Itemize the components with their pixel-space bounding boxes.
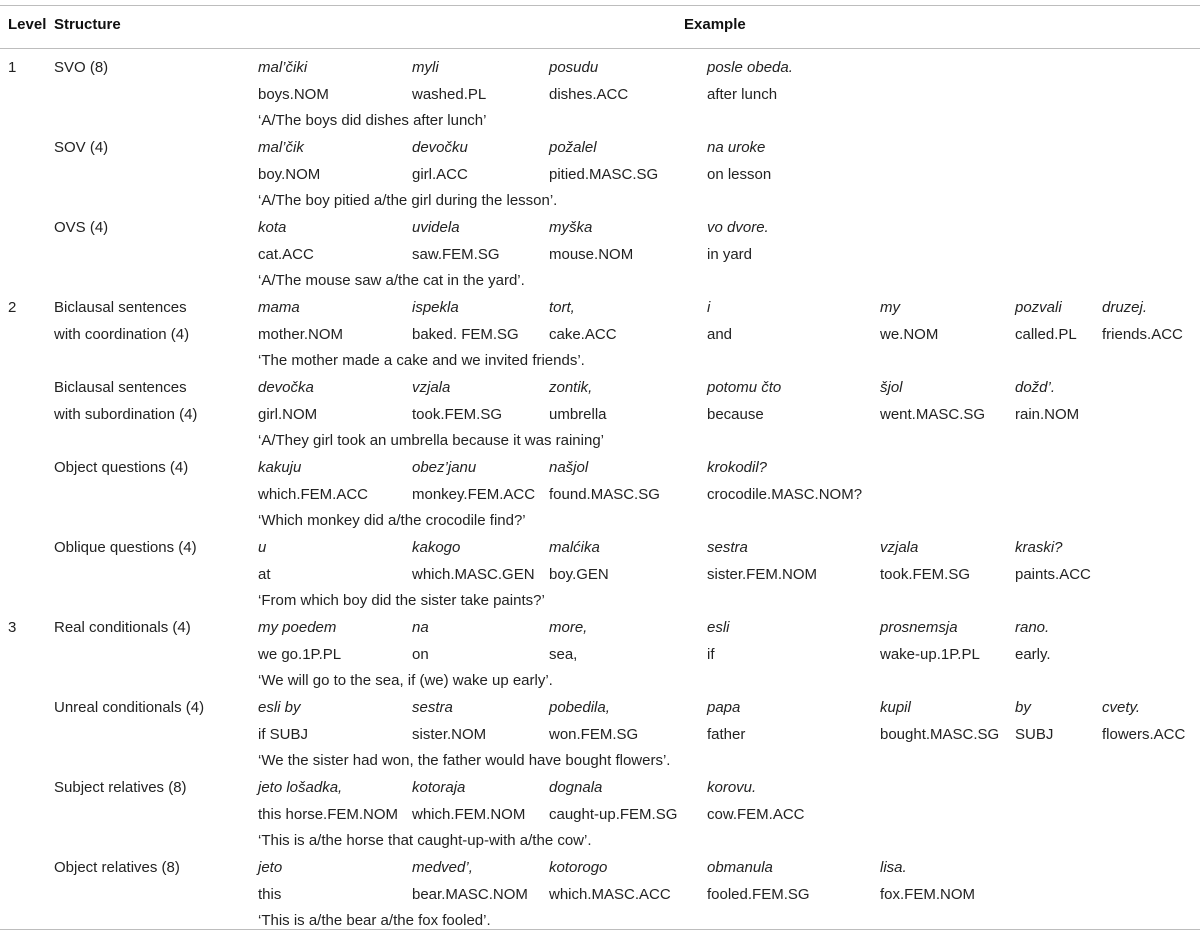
gloss-word: which.MASC.ACC xyxy=(549,886,671,903)
gloss-word: and xyxy=(707,326,733,343)
gloss-word: on lesson xyxy=(707,166,772,183)
table-row xyxy=(0,778,1200,858)
header-structure: Structure xyxy=(54,16,121,33)
example-word: rano. xyxy=(1015,619,1050,636)
example-word: mal’čiki xyxy=(258,59,308,76)
example-word: krokodil? xyxy=(707,459,768,476)
example-word: druzej. xyxy=(1102,299,1148,316)
structure-cell: Biclausal sentences xyxy=(54,299,187,316)
gloss-word: early. xyxy=(1015,646,1051,663)
structure-cell: Subject relatives (8) xyxy=(54,779,187,796)
gloss-word: girl.NOM xyxy=(258,406,318,423)
translation: ‘Which monkey did a/the crocodile find?’ xyxy=(258,512,526,529)
example-word: malćika xyxy=(549,539,600,556)
gloss-word: called.PL xyxy=(1015,326,1077,343)
example-word: myli xyxy=(412,59,439,76)
example-word: korovu. xyxy=(707,779,757,796)
gloss-word: umbrella xyxy=(549,406,607,423)
example-word: zontik, xyxy=(549,379,593,396)
gloss-word: sister.FEM.NOM xyxy=(707,566,818,583)
example-word: vzjala xyxy=(412,379,451,396)
example-word: kupil xyxy=(880,699,911,716)
example-word: kota xyxy=(258,219,287,236)
gloss-word: boy.NOM xyxy=(258,166,321,183)
example-word: mal’čik xyxy=(258,139,304,156)
example-word: dognala xyxy=(549,779,603,796)
example-word: uvidela xyxy=(412,219,460,236)
table-top-rule xyxy=(0,5,1200,6)
gloss-word: boys.NOM xyxy=(258,86,329,103)
example-word: jeto xyxy=(258,859,283,876)
example-word: posudu xyxy=(549,59,599,76)
gloss-word: sister.NOM xyxy=(412,726,487,743)
example-word: u xyxy=(258,539,267,556)
gloss-word: at xyxy=(258,566,271,583)
example-word: šjol xyxy=(880,379,903,396)
gloss-word: mother.NOM xyxy=(258,326,344,343)
example-word: kakogo xyxy=(412,539,461,556)
example-word: my xyxy=(880,299,900,316)
table-row xyxy=(0,218,1200,298)
table-row xyxy=(0,58,1200,138)
structure-cell: Biclausal sentences xyxy=(54,379,187,396)
structure-cell: with coordination (4) xyxy=(54,326,190,343)
gloss-word: caught-up.FEM.SG xyxy=(549,806,678,823)
level-cell: 3 xyxy=(8,619,17,636)
gloss-word: we.NOM xyxy=(880,326,939,343)
gloss-word: mouse.NOM xyxy=(549,246,634,263)
example-word: na xyxy=(412,619,429,636)
gloss-word: paints.ACC xyxy=(1015,566,1091,583)
example-word: esli xyxy=(707,619,730,636)
structure-cell: Oblique questions (4) xyxy=(54,539,197,556)
structure-cell: with subordination (4) xyxy=(54,406,198,423)
example-word: i xyxy=(707,299,711,316)
gloss-word: won.FEM.SG xyxy=(549,726,639,743)
example-word: tort, xyxy=(549,299,575,316)
translation: ‘This is a/the horse that caught-up-with a/the cow’. xyxy=(258,832,592,849)
example-word: papa xyxy=(707,699,741,716)
gloss-word: took.FEM.SG xyxy=(412,406,503,423)
translation: ‘We the sister had won, the father would have bought flowers’. xyxy=(258,752,671,769)
example-word: kakuju xyxy=(258,459,302,476)
table-row xyxy=(0,858,1200,938)
gloss-word: cake.ACC xyxy=(549,326,617,343)
translation: ‘The mother made a cake and we invited friends’. xyxy=(258,352,585,369)
translation: ‘A/The boys did dishes after lunch’ xyxy=(258,112,487,129)
header-level: Level xyxy=(8,16,47,33)
structure-cell: OVS (4) xyxy=(54,219,109,236)
example-word: vzjala xyxy=(880,539,919,556)
example-word: pozvali xyxy=(1015,299,1062,316)
example-word: devočku xyxy=(412,139,468,156)
gloss-word: found.MASC.SG xyxy=(549,486,660,503)
example-word: obmanula xyxy=(707,859,773,876)
example-word: našjol xyxy=(549,459,589,476)
example-word: sestra xyxy=(707,539,748,556)
table-row xyxy=(0,298,1200,378)
gloss-word: washed.PL xyxy=(412,86,487,103)
gloss-word: father xyxy=(707,726,746,743)
table-row xyxy=(0,538,1200,618)
example-word: požalel xyxy=(549,139,597,156)
gloss-word: fox.FEM.NOM xyxy=(880,886,976,903)
example-word: esli by xyxy=(258,699,301,716)
gloss-word: flowers.ACC xyxy=(1102,726,1186,743)
gloss-word: fooled.FEM.SG xyxy=(707,886,810,903)
example-word: kotoraja xyxy=(412,779,466,796)
gloss-word: in yard xyxy=(707,246,753,263)
level-cell: 1 xyxy=(8,59,17,76)
example-word: na uroke xyxy=(707,139,766,156)
example-word: sestra xyxy=(412,699,453,716)
example-word: jeto lošadka, xyxy=(258,779,343,796)
gloss-word: bear.MASC.NOM xyxy=(412,886,528,903)
gloss-word: because xyxy=(707,406,764,423)
table-row xyxy=(0,698,1200,778)
gloss-word: SUBJ xyxy=(1015,726,1054,743)
gloss-word: if SUBJ xyxy=(258,726,309,743)
gloss-word: which.MASC.GEN xyxy=(412,566,535,583)
example-word: obez’janu xyxy=(412,459,477,476)
gloss-word: crocodile.MASC.NOM? xyxy=(707,486,863,503)
structure-cell: Real conditionals (4) xyxy=(54,619,191,636)
translation: ‘This is a/the bear a/the fox fooled’. xyxy=(258,912,491,929)
gloss-word: bought.MASC.SG xyxy=(880,726,1000,743)
structure-cell: Object questions (4) xyxy=(54,459,189,476)
gloss-word: this xyxy=(258,886,282,903)
example-word: medved’, xyxy=(412,859,473,876)
gloss-word: which.FEM.ACC xyxy=(258,486,369,503)
gloss-word: went.MASC.SG xyxy=(880,406,986,423)
gloss-word: sea, xyxy=(549,646,578,663)
example-word: prosnemsja xyxy=(880,619,958,636)
example-word: kraski? xyxy=(1015,539,1063,556)
translation: ‘A/They girl took an umbrella because it was raining’ xyxy=(258,432,605,449)
structure-cell: SVO (8) xyxy=(54,59,109,76)
example-word: cvety. xyxy=(1102,699,1141,716)
gloss-word: girl.ACC xyxy=(412,166,468,183)
gloss-word: took.FEM.SG xyxy=(880,566,971,583)
translation: ‘From which boy did the sister take paints?’ xyxy=(258,592,545,609)
gloss-word: monkey.FEM.ACC xyxy=(412,486,536,503)
example-word: mama xyxy=(258,299,300,316)
gloss-word: cow.FEM.ACC xyxy=(707,806,805,823)
gloss-word: wake-up.1P.PL xyxy=(880,646,980,663)
example-word: kotorogo xyxy=(549,859,608,876)
table-row xyxy=(0,378,1200,458)
example-word: posle obeda. xyxy=(707,59,793,76)
example-word: by xyxy=(1015,699,1031,716)
table-row xyxy=(0,618,1200,698)
gloss-word: if xyxy=(707,646,715,663)
gloss-word: friends.ACC xyxy=(1102,326,1183,343)
gloss-word: saw.FEM.SG xyxy=(412,246,500,263)
example-word: lisa. xyxy=(880,859,907,876)
header-example: Example xyxy=(684,16,746,33)
gloss-word: dishes.ACC xyxy=(549,86,629,103)
translation: ‘A/The boy pitied a/the girl during the lesson’. xyxy=(258,192,558,209)
gloss-word: pitied.MASC.SG xyxy=(549,166,659,183)
table-row xyxy=(0,458,1200,538)
gloss-word: boy.GEN xyxy=(549,566,609,583)
example-word: devočka xyxy=(258,379,314,396)
table-row xyxy=(0,138,1200,218)
gloss-word: after lunch xyxy=(707,86,778,103)
level-cell: 2 xyxy=(8,299,17,316)
gloss-word: on xyxy=(412,646,429,663)
header-rule xyxy=(0,48,1200,49)
example-word: dožd’. xyxy=(1015,379,1056,396)
example-word: potomu čto xyxy=(707,379,782,396)
example-word: more, xyxy=(549,619,588,636)
structure-cell: SOV (4) xyxy=(54,139,109,156)
gloss-word: baked. FEM.SG xyxy=(412,326,519,343)
translation: ‘A/The mouse saw a/the cat in the yard’. xyxy=(258,272,525,289)
example-word: myška xyxy=(549,219,593,236)
example-word: ispekla xyxy=(412,299,459,316)
translation: ‘We will go to the sea, if (we) wake up early’. xyxy=(258,672,553,689)
structure-cell: Unreal conditionals (4) xyxy=(54,699,205,716)
gloss-word: this horse.FEM.NOM xyxy=(258,806,399,823)
gloss-word: we go.1P.PL xyxy=(258,646,342,663)
example-word: my poedem xyxy=(258,619,337,636)
structure-cell: Object relatives (8) xyxy=(54,859,180,876)
gloss-word: rain.NOM xyxy=(1015,406,1080,423)
gloss-word: which.FEM.NOM xyxy=(412,806,526,823)
example-word: vo dvore. xyxy=(707,219,769,236)
example-word: pobedila, xyxy=(549,699,610,716)
gloss-word: cat.ACC xyxy=(258,246,314,263)
